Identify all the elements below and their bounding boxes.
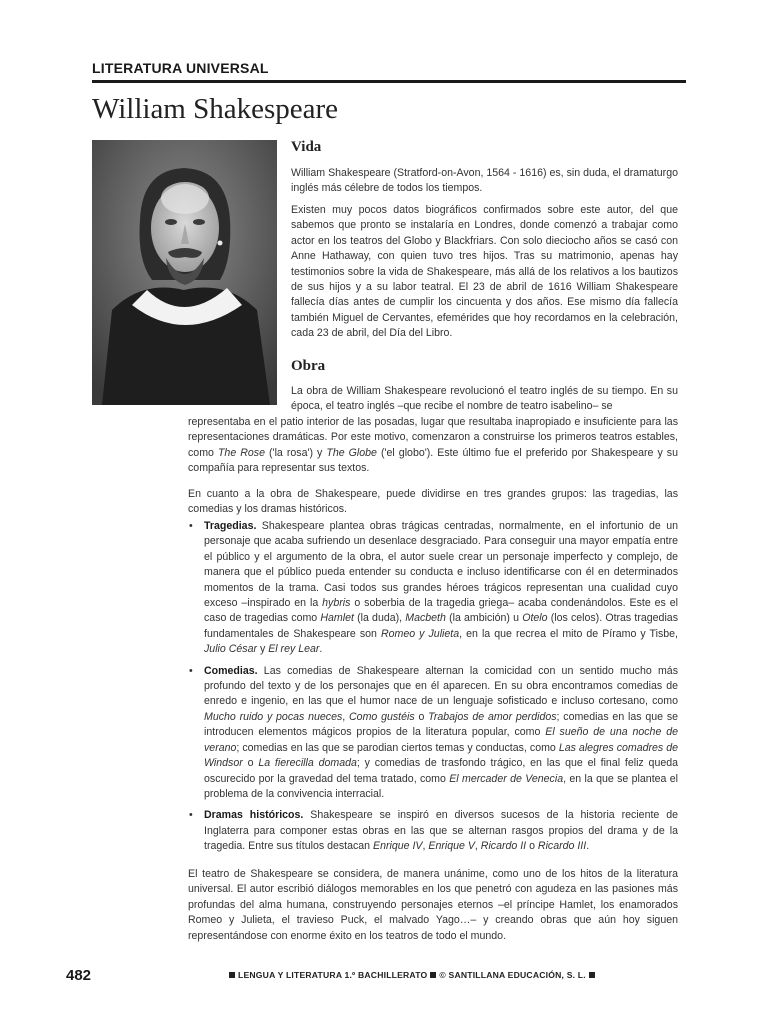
obra-paragraph-1-intro: La obra de William Shakespeare revolucionó el teatro inglés de su tiempo. En su época, el teatro inglés –que recibe el nombre de teatro isabelino– se <box>291 385 678 413</box>
genre-list <box>188 519 678 861</box>
obra-paragraph-1-continued: representaba en el patio interior de las posadas, lugar que resultaba inapropiado e insuficiente para las representaciones dramáticas. Por este motivo, comenzaron a construirse los primeros teatros estables, como The Rose ('la rosa') y The Globe ('el globo'). Este último fue el preferido por Shakespeare y su compañía para representar sus textos. <box>188 416 678 475</box>
vida-paragraph-2: Existen muy pocos datos biográficos confirmados sobre este autor, del que sabemos que pronto se instalaría en Londres, donde comenzó a trabajar como actor en los teatros del Globo y Blackfriars. Con solo dieciocho años se casó con Anne Hathaway, con quien tuvo tres hijos. Tras su matrimonio, apenas hay testimonios sobre la vida de Shakespeare, más allá de los relativos a los bautizos de sus hijos y a su labor teatral. El 23 de abril de 1616 William Shakespeare fallecía días antes de cumplir los cincuenta y dos años. Ese mismo día fallecía también Miguel de Cervantes, efemérides que hoy recordamos en la celebración, cada 23 de abril, del Día del Libro. <box>291 204 678 340</box>
square-bullet-icon <box>589 972 595 978</box>
section-header: LITERATURA UNIVERSAL <box>92 60 269 76</box>
page-footer <box>226 970 598 980</box>
obra-closing-paragraph: El teatro de Shakespeare se considera, de manera unánime, como uno de los hitos de la literatura universal. El autor escribió diálogos memorables en los que penetró con agudeza en las pasiones más profundas del alma humana, construyendo personajes eternos –el príncipe Hamlet, los enamorados Romeo y Julieta, el travieso Puck, el malvado Yago…– y creando obras que aún hoy siguen representándose con enorme éxito en los teatros de todo el mundo. <box>188 868 678 942</box>
vida-paragraph-1: William Shakespeare (Stratford-on-Avon, 1564 - 1616) es, sin duda, el dramaturgo inglés más célebre de todos los tiempos. <box>291 167 678 195</box>
header-rule <box>92 80 686 83</box>
portrait-illustration <box>92 140 277 405</box>
square-bullet-icon <box>430 972 436 978</box>
list-item-tragedias: • Tragedias. Shakespeare plantea obras trágicas centradas, normalmente, en el infortunio de un personaje que acaba sufriendo un desenlace desgraciado. Para conseguir una mayor empatía entre el público y el argumento de la obra, el autor suele crear un personaje imperfecto y complejo, de manera que el público pueda entender su conducta e incluso identificarse con él en determinados momentos de la trama. Casi todos sus grandes héroes trágicos representan una cualidad cuyo exceso –inspirado en la hybris o soberbia de la tragedia griega– acaba condenándolos. Este es el caso de tragedias como Hamlet (la duda), Macbeth (la ambición) u Otelo (los celos). Otras tragedias fundamentales de Shakespeare son Romeo y Julieta, en la que recrea el mito de Píramo y Tisbe, Julio César y El rey Lear. <box>189 520 679 656</box>
section-heading-obra: Obra <box>291 358 326 374</box>
obra-paragraph-2: En cuanto a la obra de Shakespeare, puede dividirse en tres grandes grupos: las tragedias, las comedias y los dramas históricos. <box>188 488 678 516</box>
square-bullet-icon <box>229 972 235 978</box>
page-title: William Shakespeare <box>92 93 339 125</box>
footer-course: LENGUA Y LITERATURA 1.º BACHILLERATO <box>238 970 428 980</box>
footer-copyright: © SANTILLANA EDUCACIÓN, S. L. <box>439 970 586 980</box>
bullet-icon: • <box>189 520 193 532</box>
list-item-dramas-historicos: • Dramas históricos. Shakespeare se inspiró en diversos sucesos de la historia reciente de Inglaterra para componer estas obras en las que se alternan rasgos propios del drama y de la tragedia. Entre sus títulos destacan Enrique IV, Enrique V, Ricardo II o Ricardo III. <box>189 809 678 853</box>
page-number: 482 <box>66 967 92 984</box>
shakespeare-portrait <box>92 140 277 405</box>
bullet-icon: • <box>189 809 193 822</box>
bullet-icon: • <box>189 664 193 677</box>
section-heading-vida: Vida <box>291 139 322 155</box>
list-item-comedias: • Comedias. Las comedias de Shakespeare alternan la comicidad con un sentido mucho más profundo del texto y de los personajes que en él aparecen. En su obra encontramos comedias de enredo e ingenio, en las que el humor nace de un lenguaje sofisticado e incluso cortesano, como Mucho ruido y pocas nueces, Como gustéis o Trabajos de amor perdidos; comedias en las que se introducen elementos mágicos propios de la literatura popular, como El sueño de una noche de verano; comedias en las que se parodian ciertos temas y conductas, como Las alegres comadres de Windsor o La fierecilla domada; y comedias de trasfondo trágico, en las que el final feliz queda oscurecido por la gravedad del tema tratado, como El mercader de Venecia, en la que se plantea el problema de la convivencia interracial. <box>189 664 679 800</box>
